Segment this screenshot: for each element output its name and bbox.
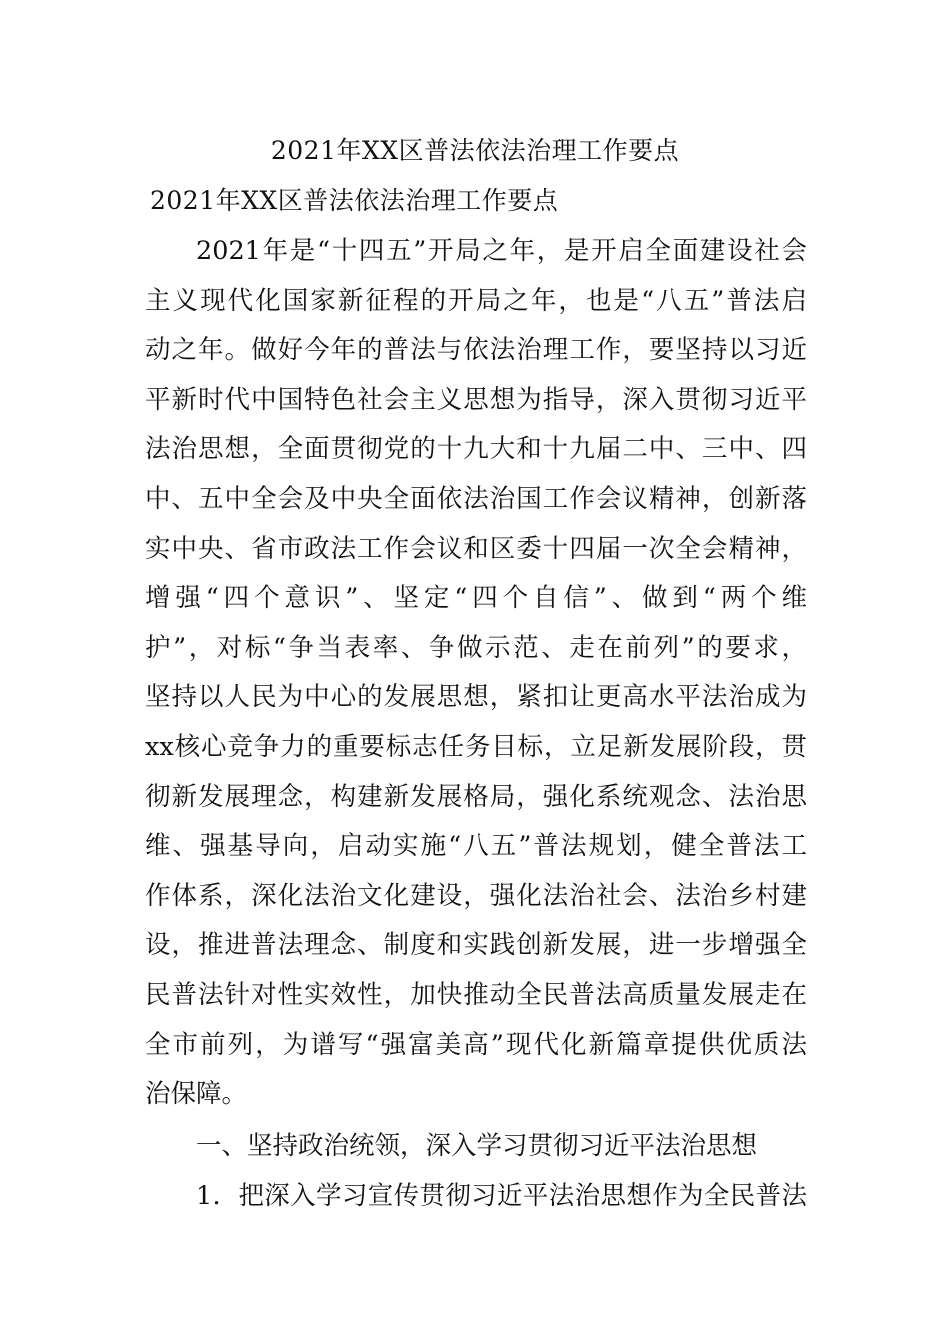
document-title: 2021年XX区普法依法治理工作要点 bbox=[270, 136, 680, 165]
paragraph-line: 民普法针对性实效性，加快推动全民普法高质量发展走在 bbox=[145, 979, 807, 1010]
paragraph-line: 动之年。做好今年的普法与依法治理工作，要坚持以习近 bbox=[145, 335, 807, 366]
paragraph-line: xx核心竞争力的重要标志任务目标，立足新发展阶段，贯 bbox=[145, 731, 807, 762]
section-heading: 一、坚持政治统领，深入学习贯彻习近平法治思想 bbox=[196, 1131, 758, 1161]
paragraph-line: 维、强基导向，启动实施“八五”普法规划，健全普法工 bbox=[145, 831, 807, 862]
paragraph-line: 作体系，深化法治文化建设，强化法治社会、法治乡村建 bbox=[145, 880, 807, 911]
paragraph-line: 实中央、省市政法工作会议和区委十四届一次全会精神， bbox=[145, 533, 807, 564]
paragraph-line: 中、五中全会及中央全面依法治国工作会议精神，创新落 bbox=[145, 483, 807, 514]
paragraph-line: 彻新发展理念，构建新发展格局，强化系统观念、法治思 bbox=[145, 781, 807, 812]
paragraph-line: 主义现代化国家新征程的开局之年，也是“八五”普法启 bbox=[145, 285, 807, 316]
paragraph-line: 护”，对标“争当表率、争做示范、走在前列”的要求， bbox=[145, 632, 807, 663]
paragraph-line: 增强“四个意识”、坚定“四个自信”、做到“两个维 bbox=[145, 583, 807, 614]
document-subtitle: 2021年XX区普法依法治理工作要点 bbox=[150, 186, 559, 215]
list-item: 1．把深入学习宣传贯彻习近平法治思想作为全民普法 bbox=[196, 1181, 807, 1211]
paragraph-line: 平新时代中国特色社会主义思想为指导，深入贯彻习近平 bbox=[145, 384, 807, 415]
paragraph-line: 法治思想，全面贯彻党的十九大和十九届二中、三中、四 bbox=[145, 434, 807, 465]
paragraph-line: 坚持以人民为中心的发展思想，紧扣让更高水平法治成为 bbox=[145, 682, 807, 713]
paragraph-line: 治保障。 bbox=[145, 1079, 248, 1110]
paragraph-line: 设，推进普法理念、制度和实践创新发展，进一步增强全 bbox=[145, 930, 807, 961]
paragraph-line: 2021年是“十四五”开局之年，是开启全面建设社会 bbox=[196, 236, 807, 266]
paragraph-line: 全市前列，为谱写“强富美高”现代化新篇章提供优质法 bbox=[145, 1029, 807, 1060]
intro-paragraph bbox=[145, 231, 807, 1124]
